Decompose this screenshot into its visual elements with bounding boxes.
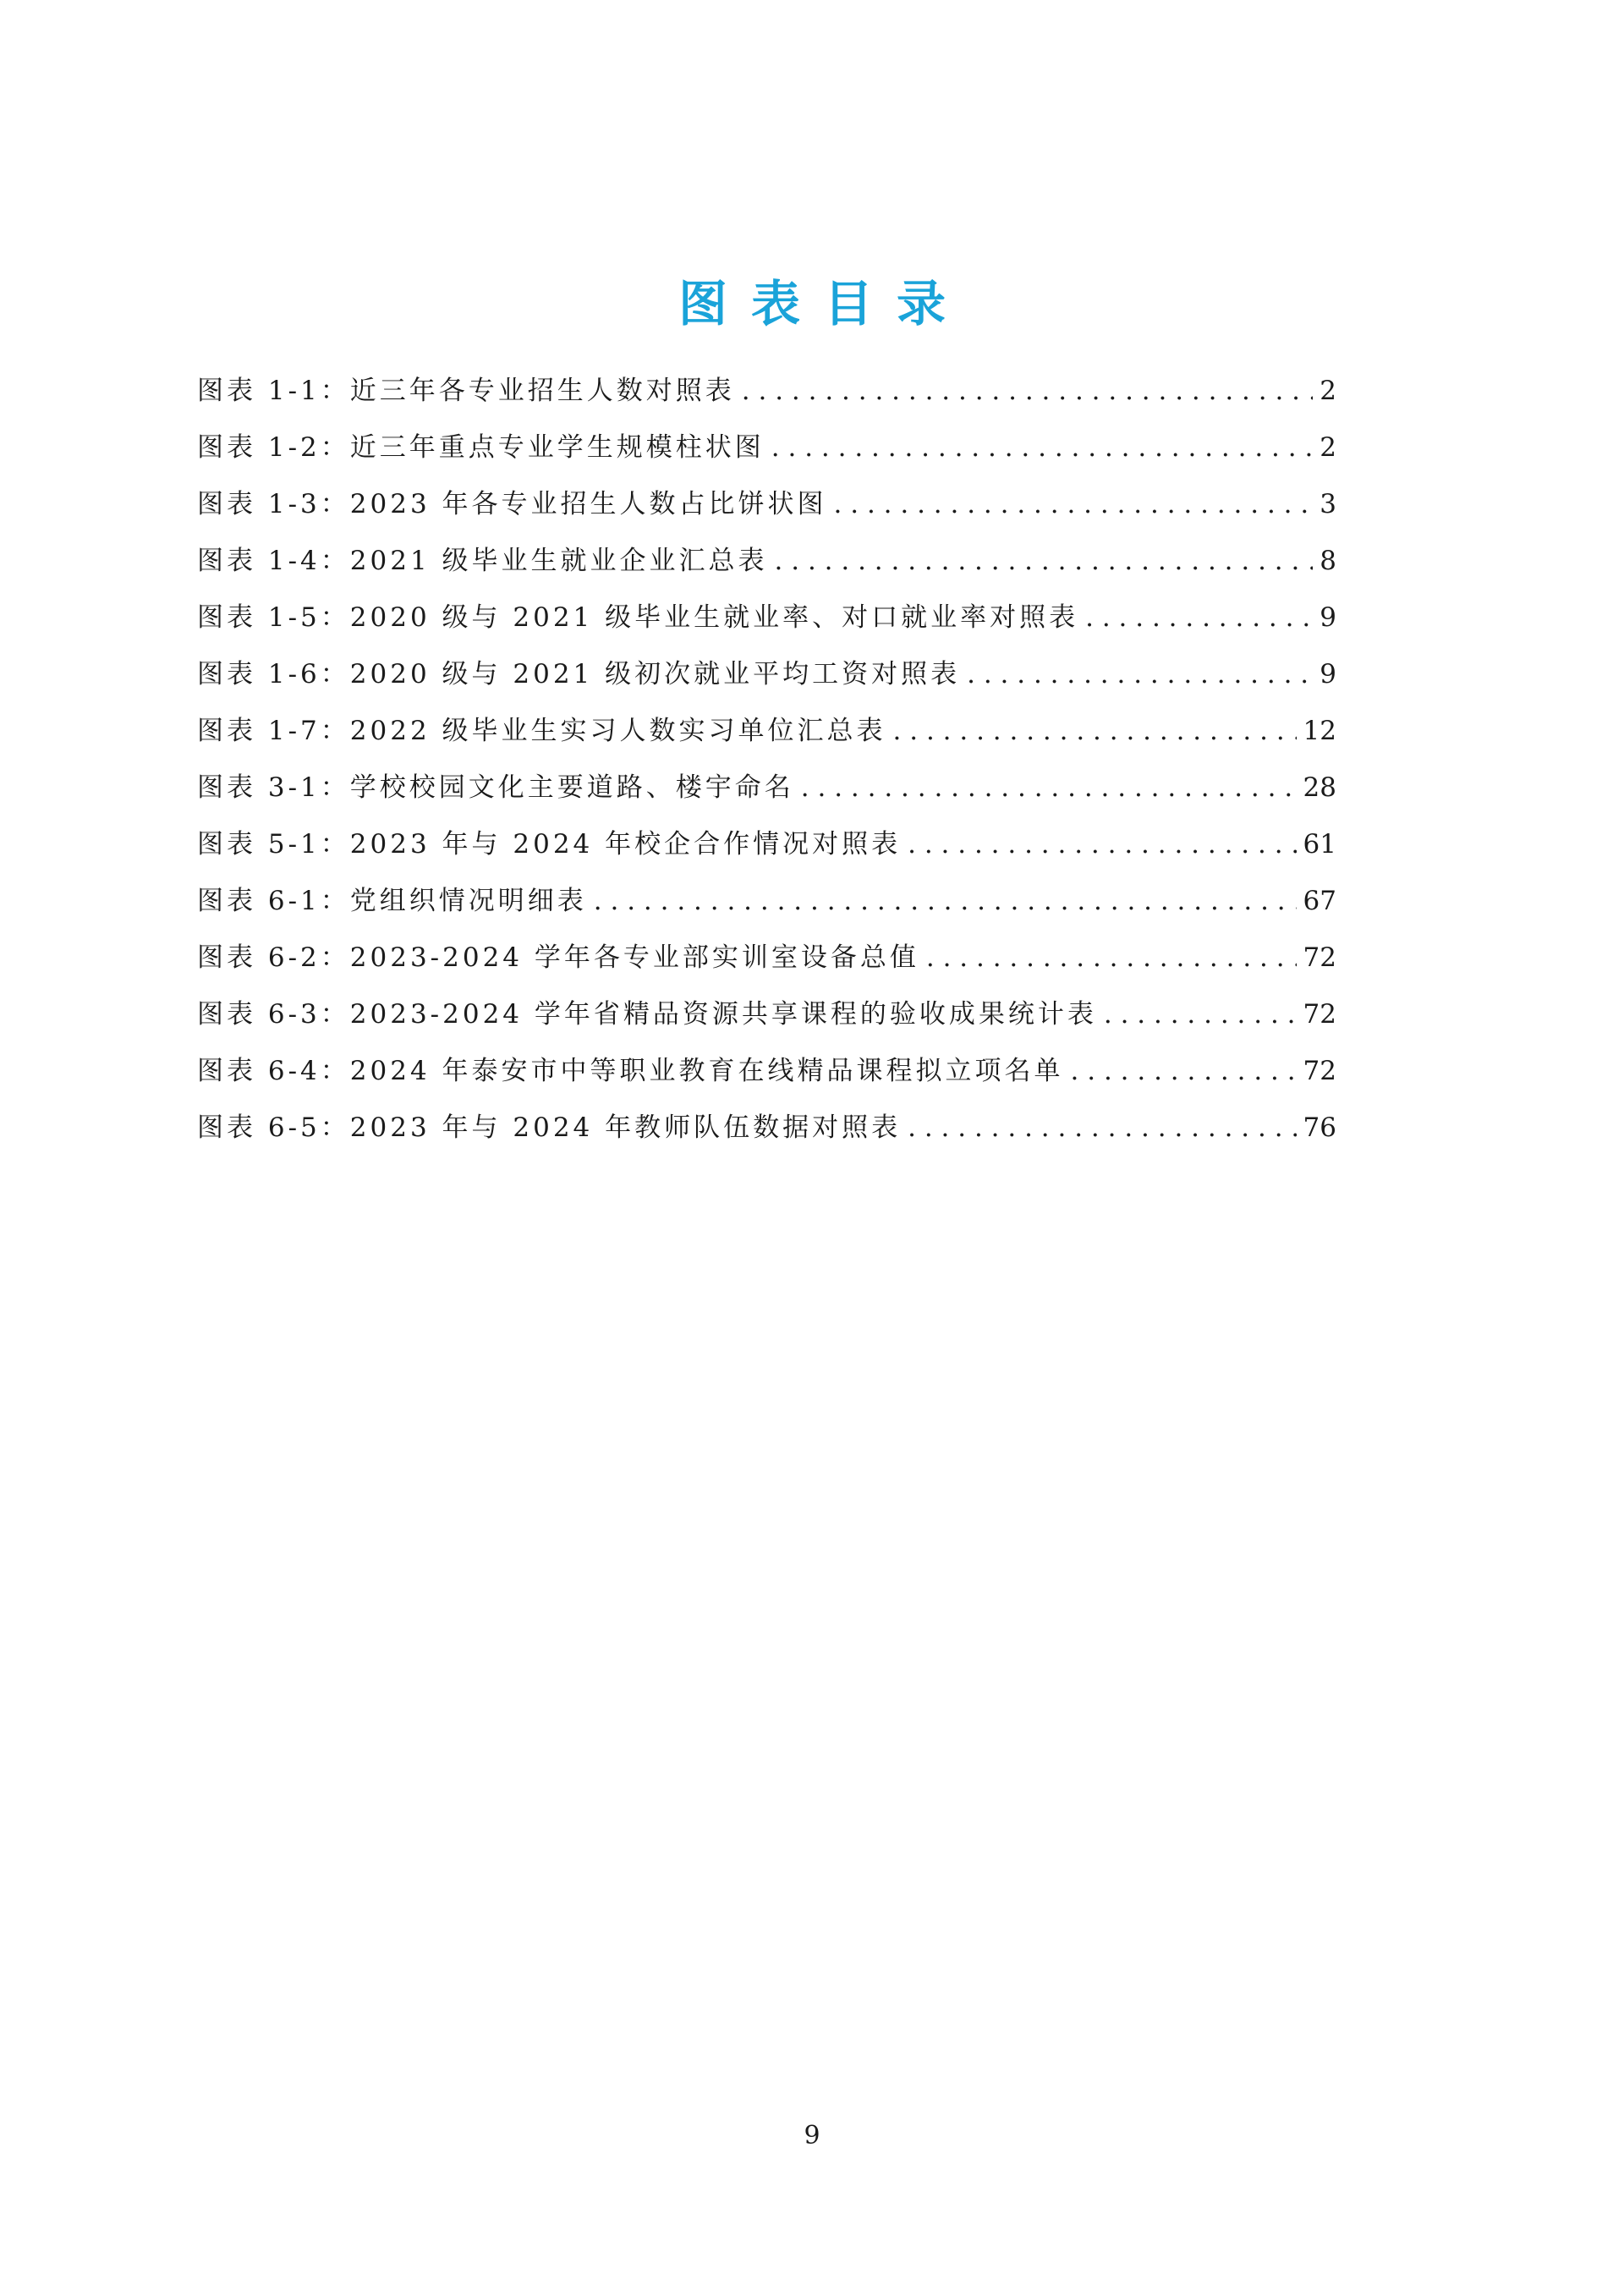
toc-entry[interactable] (197, 429, 1336, 486)
toc-dot-leader (801, 769, 1297, 806)
toc-entry[interactable] (197, 712, 1336, 769)
toc-dot-leader (1071, 1052, 1297, 1090)
toc-entry-page: 61 (1303, 829, 1336, 860)
toc-entry-page: 28 (1303, 772, 1336, 803)
toc-entry-label: 图表 6-1：党组织情况明细表 (197, 886, 587, 916)
toc-entry-label: 图表 1-3：2023 年各专业招生人数占比饼状图 (197, 489, 827, 519)
toc-entry-page: 76 (1303, 1112, 1336, 1143)
toc-dot-leader (771, 429, 1313, 466)
toc-dot-leader (893, 712, 1297, 750)
toc-dot-leader (1104, 996, 1297, 1033)
toc-entry[interactable] (197, 1109, 1336, 1166)
toc-entry[interactable] (197, 1052, 1336, 1109)
toc-dot-leader (967, 656, 1313, 693)
toc-entry-page: 9 (1320, 602, 1336, 633)
toc-entry-page: 2 (1320, 432, 1336, 463)
toc-entry[interactable] (197, 882, 1336, 939)
toc-entry[interactable] (197, 996, 1336, 1052)
toc-entry[interactable] (197, 656, 1336, 712)
toc-entry[interactable] (197, 769, 1336, 826)
toc-entry-label: 图表 1-4：2021 级毕业生就业企业汇总表 (197, 546, 768, 576)
toc-entry-page: 2 (1320, 376, 1336, 406)
toc-dot-leader (908, 826, 1296, 863)
toc-entry-label: 图表 6-4：2024 年泰安市中等职业教育在线精品课程拟立项名单 (197, 1056, 1064, 1086)
toc-entry-label: 图表 6-2：2023-2024 学年各专业部实训室设备总值 (197, 942, 919, 973)
toc-dot-leader (594, 882, 1297, 920)
toc-dot-leader (1085, 599, 1313, 636)
toc-entry[interactable] (197, 939, 1336, 996)
toc-entry-page: 3 (1320, 489, 1336, 519)
toc-entry[interactable] (197, 372, 1336, 429)
toc-entry-label: 图表 6-5：2023 年与 2024 年教师队伍数据对照表 (197, 1112, 902, 1143)
toc-dot-leader (742, 372, 1313, 409)
toc-entry-page: 8 (1320, 546, 1336, 576)
toc-entry-page: 72 (1303, 1056, 1336, 1086)
toc-entry-label: 图表 1-7：2022 级毕业生实习人数实习单位汇总表 (197, 716, 886, 746)
toc-dot-leader (908, 1109, 1296, 1146)
toc-entry-label: 图表 6-3：2023-2024 学年省精品资源共享课程的验收成果统计表 (197, 999, 1097, 1030)
toc-entry[interactable] (197, 599, 1336, 656)
toc-entry-page: 12 (1303, 716, 1336, 746)
toc-list (197, 372, 1336, 1166)
toc-entry-page: 72 (1303, 999, 1336, 1030)
page-title: 图表目录 (678, 274, 969, 332)
toc-entry-label: 图表 1-6：2020 级与 2021 级初次就业平均工资对照表 (197, 659, 961, 689)
toc-entry[interactable] (197, 486, 1336, 542)
toc-entry-page: 9 (1320, 659, 1336, 689)
toc-dot-leader (926, 939, 1297, 976)
toc-entry-label: 图表 1-2：近三年重点专业学生规模柱状图 (197, 432, 765, 463)
toc-entry-page: 72 (1303, 942, 1336, 973)
toc-dot-leader (834, 486, 1314, 523)
toc-entry[interactable] (197, 542, 1336, 599)
toc-entry-page: 67 (1303, 886, 1336, 916)
toc-entry-label: 图表 1-5：2020 级与 2021 级毕业生就业率、对口就业率对照表 (197, 602, 1079, 633)
toc-entry-label: 图表 1-1：近三年各专业招生人数对照表 (197, 376, 735, 406)
page-number: 9 (804, 2121, 820, 2150)
toc-entry-label: 图表 3-1：学校校园文化主要道路、楼宇命名 (197, 772, 794, 803)
toc-dot-leader (775, 542, 1314, 579)
toc-entry[interactable] (197, 826, 1336, 882)
toc-entry-label: 图表 5-1：2023 年与 2024 年校企合作情况对照表 (197, 829, 902, 860)
